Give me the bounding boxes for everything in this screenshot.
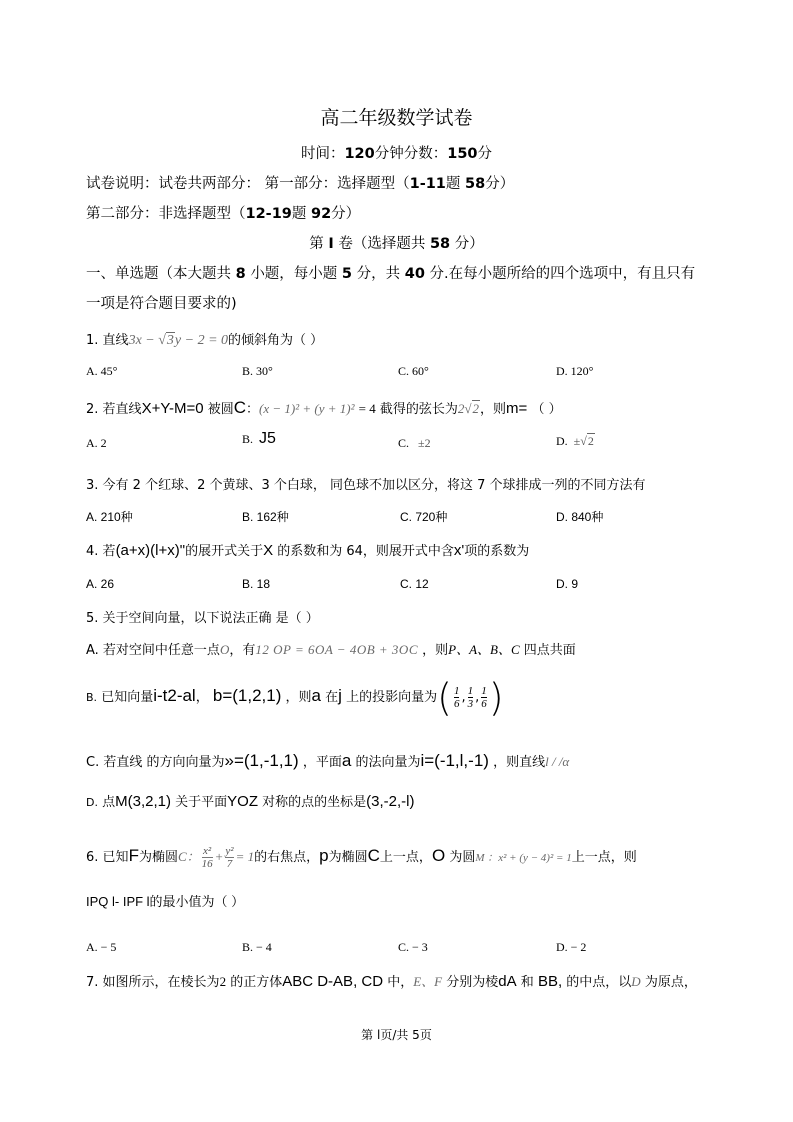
frac-num: 1 [453,685,460,697]
q4-text-c: 的系数和为 64，则展开式中含 [277,544,454,559]
q1-option-d[interactable]: D. 120° [556,364,594,378]
q1-option-b[interactable]: B. 30° [242,364,273,378]
q7-two: 2 [219,974,227,989]
exam-info [0,146,793,162]
q6-option-b[interactable]: B. − 4 [242,940,272,954]
instructions-line-1 [86,176,514,192]
q7-text-c: 中， [387,975,414,990]
q5-a-points: P、A、B、C [448,642,520,657]
q6-text-a: 已知 [102,850,129,865]
q2-colon: ： [246,402,260,417]
question-5 [86,611,319,627]
time-value: 120 [344,146,375,162]
q5-c-suffix: ，则直线 [493,755,546,770]
q2-d-label: D. [556,434,568,448]
q3-option-d[interactable]: D. 840种 [556,510,604,524]
q5-c-mid: ，平面 [302,755,342,770]
q4-expr: (a+x)(l+x)" [115,542,186,559]
q2-d-pm: ± [573,434,581,448]
q5-c-rel: l / /α [545,754,570,769]
q6-circle: M ：x² + (y − 4)² = 1 [475,852,572,864]
q7-text-f: 的中点，以 [566,975,632,990]
q5-b-text3: 在 [325,690,339,705]
q5-option-d[interactable] [86,794,414,811]
q2-option-b[interactable] [242,432,276,446]
q1-text-b: 的倾斜角为（ ） [228,333,324,348]
q6-text-c: 的右焦点， [254,850,320,865]
instr1-range: 1-11 [409,176,446,192]
frac-den: 6 [481,698,487,710]
q2-c-label: C. [398,436,410,450]
score-label: 分钟分数： [374,146,448,162]
q5-b-j: j [338,686,342,705]
q1-math-a: 3x − [128,333,159,348]
q4-text-d: 项的系数为 [464,544,530,559]
sec-l1: 一、单选题（本大题共 [86,266,231,282]
q6-option-d[interactable]: D. − 2 [556,940,587,954]
question-7 [86,974,697,991]
question-4 [86,543,529,560]
q7-text-g: 为原点， [644,975,697,990]
q7-num: 7. [86,975,99,990]
left-paren-icon: ( [437,675,452,720]
q5-c-norm: i=(-1,l,-1) [420,751,489,770]
title-text: 高二年级数学试卷 [320,107,473,129]
q5-d-label: D. [86,796,98,809]
q5-c-mid2: 的法向量为 [355,755,421,770]
q2-c-val: ±2 [418,436,431,450]
q6-p: p [319,846,329,865]
q2-var: m= [506,400,528,417]
q2-option-d[interactable] [556,434,595,448]
q5-b-vecb: b=(1,2,1) [212,686,282,705]
q5-option-a[interactable] [86,642,576,659]
q2-text-b: 被圆 [207,402,234,417]
q6-line2-text: IPQ l- IPF l的最小值为（ ） [86,894,245,909]
right-paren-icon: ) [488,675,504,720]
q5-option-c[interactable] [86,753,569,771]
vol-prefix: 第 [309,236,324,252]
time-label: 时间： [300,146,345,162]
page-footer [0,1027,793,1043]
q5-b-label: B. [86,691,98,704]
sec-each: 5 [341,266,353,282]
q5-b-text1: 已知向量 [101,690,154,705]
q1-equation [129,333,228,348]
frac-den: 7 [226,858,233,870]
q5-d-text3: 对称的点的坐标是 [262,795,367,810]
q5-a-prefix: A. 若对空间中任意一点 [86,643,220,658]
q6-text-d: 为椭圆 [328,850,368,865]
q6-text-e: 上一点， [379,850,432,865]
footer-page-text: 第 l页/共 5页 [361,1028,432,1042]
section-heading-line2 [86,296,237,312]
sec-l2: 一项是符合题目要求的) [86,296,237,312]
q2-num: 2. [86,402,99,417]
q5-a-mid: ，有 [229,643,256,658]
instr2-score: 92 [310,206,332,222]
q1-math-b: y − 2 = 0 [174,333,229,348]
q2-circle-rhs: = 4 [358,401,376,416]
q3-option-c[interactable]: C. 720种 [400,510,448,524]
q1-text-a: 直线 [102,333,129,348]
sqrt-symbol: √2 [464,401,480,416]
q5-b-a: a [311,686,322,705]
q5-d-point: M(3,2,1) [115,793,171,810]
q1-sqrt-val: 3 [166,333,174,348]
q6-plus: + [214,849,224,864]
q3-text: 今有 2 个红球、2 个黄球、3 个白球， 同色球不加以区分，将这 7 个球排成一列的不同方法有 [102,478,646,493]
section-heading [86,266,695,282]
q6-frac-x [202,845,213,870]
q4-text-a: 若 [102,544,116,559]
q6-line-2 [86,894,244,910]
q2-option-a[interactable]: A. 2 [86,436,107,450]
frac-den: 3 [467,698,474,710]
q7-text-d: 分别为棱 [446,975,499,990]
q7-bb: BB, [537,973,563,990]
q4-text-b: 的展开式关于 [185,544,264,559]
instr1-score: 58 [465,176,486,192]
q2-b-val: J5 [259,430,276,447]
q6-text-g: 上一点，则 [571,850,637,865]
instr2-prefix: 第二部分：非选择题型（ [86,206,246,222]
instr2-mid: 题 [291,206,307,222]
instr2-suffix: 分） [331,206,361,222]
frac-den: 6 [453,698,460,710]
q5-d-plane: YOZ [227,793,258,810]
q6-ellipse-C: C： [177,849,200,864]
score-unit: 分 [477,146,493,162]
q5-frac-2 [468,685,474,710]
q4-option-a[interactable]: A. 26 [86,577,115,591]
instr2-range: 12-19 [245,206,292,222]
vol-suffix: 卷（选择题共 [338,236,426,252]
q5-c-dir: »=(1,-1,1) [224,751,299,770]
q2-b-label: B. [242,432,254,446]
q7-cube: ABC D-AB, CD [282,973,384,990]
sqrt-symbol: √2 [580,434,594,448]
q6-frac-y [225,845,233,870]
q5-frac-1 [454,685,460,710]
frac-num: x² [203,845,212,857]
q5-stem: 关于空间向量，以下说法正确 是（ ） [102,611,319,626]
instructions-line-2 [86,206,360,222]
q5-a-suffix1: ，则 [422,643,449,658]
q3-option-a[interactable]: A. 210种 [86,510,133,524]
q4-num: 4. [86,544,99,559]
q5-a-O: O [219,642,230,657]
sec-l1b: 小题，每小题 [250,266,338,282]
q5-a-eq: 12 OP = 6OA − 4OB + 3OC [255,642,418,657]
q6-option-a[interactable]: A. − 5 [86,940,117,954]
q5-num: 5. [86,611,99,626]
q2-d-sqrt: 2 [587,434,594,448]
q7-text-e: 和 [520,975,534,990]
q2-text-d: ，则 [480,402,507,417]
instr1-suffix: 分） [485,176,515,192]
q4-x2: x' [453,542,465,559]
q6-o: O [431,846,446,865]
frac-den: 16 [201,858,213,870]
sec-l1d: 分.在每小题所给的四个选项中，有且只有 [429,266,696,282]
q2-text-a: 若直线 [102,402,142,417]
q5-d-text1: 点 [102,795,116,810]
q6-text-b: 为椭圆 [138,850,178,865]
vol-score: 58 [429,236,451,252]
question-3 [86,478,646,494]
question-2 [86,400,562,418]
score-value: 150 [447,146,478,162]
question-6 [86,838,637,874]
q4-option-d[interactable]: D. 9 [556,577,579,591]
instr1-prefix: 试卷说明：试卷共两部分： 第一部分：选择题型（ [86,176,410,192]
q4-option-c[interactable]: C. 12 [400,577,429,591]
q2-chord-coef: 2 [457,401,465,416]
q6-option-c[interactable]: C. − 3 [398,940,428,954]
frac-num: 1 [467,685,474,697]
q6-eq1: = 1 [235,849,255,864]
q1-option-c[interactable]: C. 60° [398,364,429,378]
vol-unit: 分） [454,236,484,252]
q6-F: F [128,846,139,865]
q2-text-c: 截得的弦长为 [379,402,458,417]
q2-line-eq: X+Y-M=0 [141,400,204,417]
sec-l1c: 分，共 [356,266,401,282]
volume-heading [0,236,793,252]
q7-ef: E、F [413,974,443,989]
q7-text-a: 如图所示，在棱长为 [102,975,220,990]
q5-c-prefix: C. 若直线 的方向向量为 [86,755,225,770]
frac-num: y² [225,845,234,857]
q2-chord-sqrt: 2 [472,401,480,416]
q7-text-b: 的正方体 [230,975,283,990]
q6-text-f: 为圆 [449,850,476,865]
q5-c-a: a [341,751,352,770]
q3-num: 3. [86,478,99,493]
instr1-mid: 题 [445,176,461,192]
frac-num: 1 [481,685,487,697]
q5-b-comma: ， [195,690,209,705]
q4-option-b[interactable]: B. 18 [242,577,271,591]
vol-roman: I [328,236,334,252]
q2-paren: （ ） [531,402,562,417]
q5-b-veca: i-t2-al [153,686,196,705]
q6-c: C [367,846,380,865]
q3-option-b[interactable]: B. 162种 [242,510,289,524]
question-1 [86,333,323,349]
q2-chord [458,401,480,416]
q6-num: 6. [86,850,99,865]
sec-count: 8 [235,266,246,282]
q5-d-result: (3,-2,-l) [366,793,415,810]
q5-frac-3 [481,685,487,710]
q5-option-b[interactable]: B. 已知向量i-t2-al， b=(1,2,1) ，则a 在j 上的投影向量为( $\frac{1}{6}$ , $\frac{1}{3}$ , $\frac{1}{6}$ ) [86,675,504,720]
q4-x1: X [263,542,274,559]
q2-option-c[interactable] [398,436,431,450]
q5-d-text2: 关于平面 [175,795,228,810]
q2-circle: C [233,398,246,417]
q7-D: D [631,974,641,989]
q5-a-suffix2: 四点共面 [523,643,576,658]
q5-b-text4: 上的投影向量为 [346,690,438,705]
sqrt-symbol: √3 [158,333,174,348]
page-title [0,107,793,129]
q1-option-a[interactable]: A. 45° [86,364,118,378]
q2-circle-eq: (x − 1)² + (y + 1)² [259,401,355,416]
q1-num: 1. [86,333,99,348]
q7-da: dA [498,973,517,990]
sec-total: 40 [404,266,425,282]
q5-b-text2: ，则 [285,690,312,705]
